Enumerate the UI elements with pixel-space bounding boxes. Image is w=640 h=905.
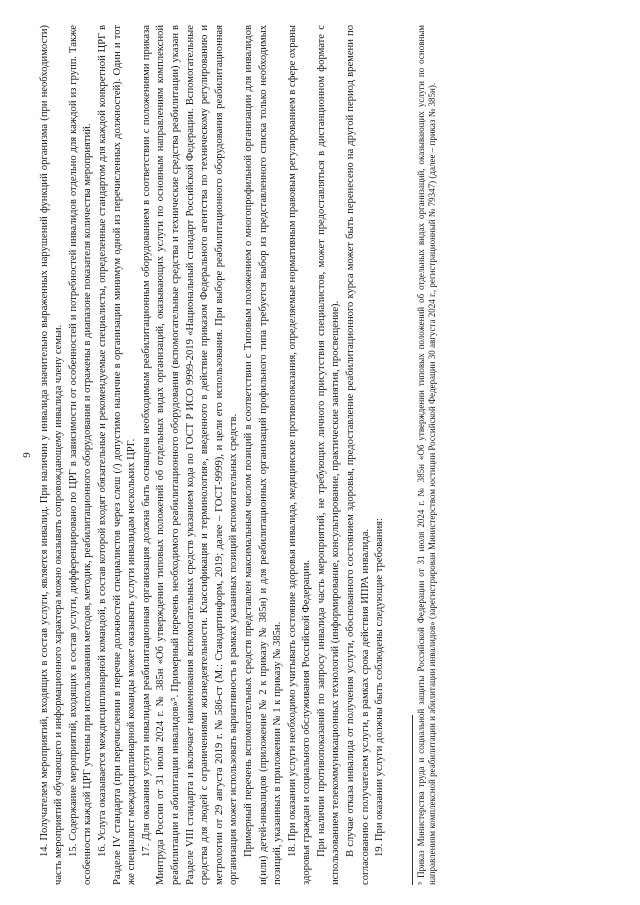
paragraph-18-refusal: В случае отказа инвалида от получения услуги, обоснованного состоянием здоровья, предоставление реабилитационного курса может быть перенесено на другой период времени по согласованию с получателем услуги, в рамках срока действия ИПРА инвалида. (345, 25, 371, 885)
paragraph-18: 18. При оказании услуги необходимо учитывать состояние здоровья инвалида, медицинские противопоказания, определяемые нормативным правовым регулированием в сфере охраны здоровья граждан и социального обслуживания Российской Федерации. (286, 24, 313, 885)
paragraph-18-contraindications: При наличии противопоказаний по запросу инвалида часть мероприятий, не требующих личного присутствия специалистов, может предоставляться в дистанционном формате с использованием телекоммуникационных технологий (информирование, консультирование, практические занятия, просвещение). (315, 25, 342, 885)
rotated-document-body (20, 25, 620, 885)
footnote: ⁵ Приказ Министерства труда и социальной защиты Российской Федерации от 31 июля 2024 г. № 385н «Об утверждении типовых положений об отдельных видах организаций, оказывающих услуги по основным направлениям комплексной реабилитации и абилитации инвалидов» (зарегистрирован Министерством юстиции Российской Федерации 30 августа 2024 г., регистрационный № 79347) (далее – приказ № 385н). (415, 25, 438, 885)
paragraph-17: 17. Для оказания услуги инвалидам реабилитационная организация должна быть оснащена необходимым реабилитационным оборудованием в соответствии с положениями приказа Минтруда России от 31 июля 2024 г. № 385н «Об утверждении типовых положений об отдельных видах организаций, оказывающих услуги по основным направлениям комплексной реабилитации и абилитации инвалидов»⁵. Примерный перечень необходимого реабилитационного оборудования (вспомогательные средства и технические средства реабилитации) указан в Разделе VIII стандарта и включает наименования вспомогательных средств указанием кода по ГОСТ Р ИСО 9999-2019 «Национальный стандарт Российской Федерации. Вспомогательные средства для людей с ограничениями жизнедеятельности. Классификация и терминология», введенного в действие приказом Федерального агентства по техническому регулированию и метрологии от 29 августа 2019 г. № 586-ст (М.: Стандартинформ, 2019; далее – ГОСТ-9999), и цели его использования. При выборе реабилитационного оборудования реабилитационная организация может использовать вариативность в рамках указанных позиций вспомогательных средств. (140, 25, 240, 885)
paragraph-19: 19. При оказании услуги должны быть соблюдены следующие требования: (374, 518, 386, 857)
page-number: 9 (21, 452, 33, 458)
footnote-divider (412, 715, 413, 885)
paragraph-16: 16. Услуга оказывается междисциплинарной командой, в состав которой входят обязательные и рекомендуемые специалисты, определенные стандартом для каждой конкретной ЦРГ в Разделе IV стандарта (при перечислении в перечне должностей специалистов через слеш (/) допустимо наличие в организации минимум одной из перечисленных должностей). Один и тот же специалист междисциплинарной команды может оказывать услуги инвалидам нескольких ЦРГ. (96, 25, 138, 885)
paragraph-17-continued: Примерный перечень вспомогательных средств представлен максимальным числом позиций в соответствии с Типовым положением о многопрофильной организации для инвалидов и(или) детей-инвалидов (приложение № 2 к приказу № 385н) и для реабилитационных организаций профильного типа требуется выбор из представленного списка только необходимых позиций, указанных в приложении № 1 к приказу № 385н. (242, 25, 284, 885)
paragraph-14: 14. Получателем мероприятий, входящих в состав услуги, является инвалид. При наличии у инвалида значительно выраженных нарушений функций организма (при необходимости) часть мероприятий обучающего и информационного характера можно оказывать сопровождающему инвалида члену семьи. (38, 25, 65, 885)
paragraph-15: 15. Содержание мероприятий, входящих в состав услуги, дифференцировано по ЦРГ в зависимости от особенностей и потребностей инвалидов отдельно для каждой из групп. Также особенности каждой ЦРГ учтены при использовании методов, методик, реабилитационного оборудования и отражены в диапазоне показателя количества мероприятий. (67, 25, 94, 885)
